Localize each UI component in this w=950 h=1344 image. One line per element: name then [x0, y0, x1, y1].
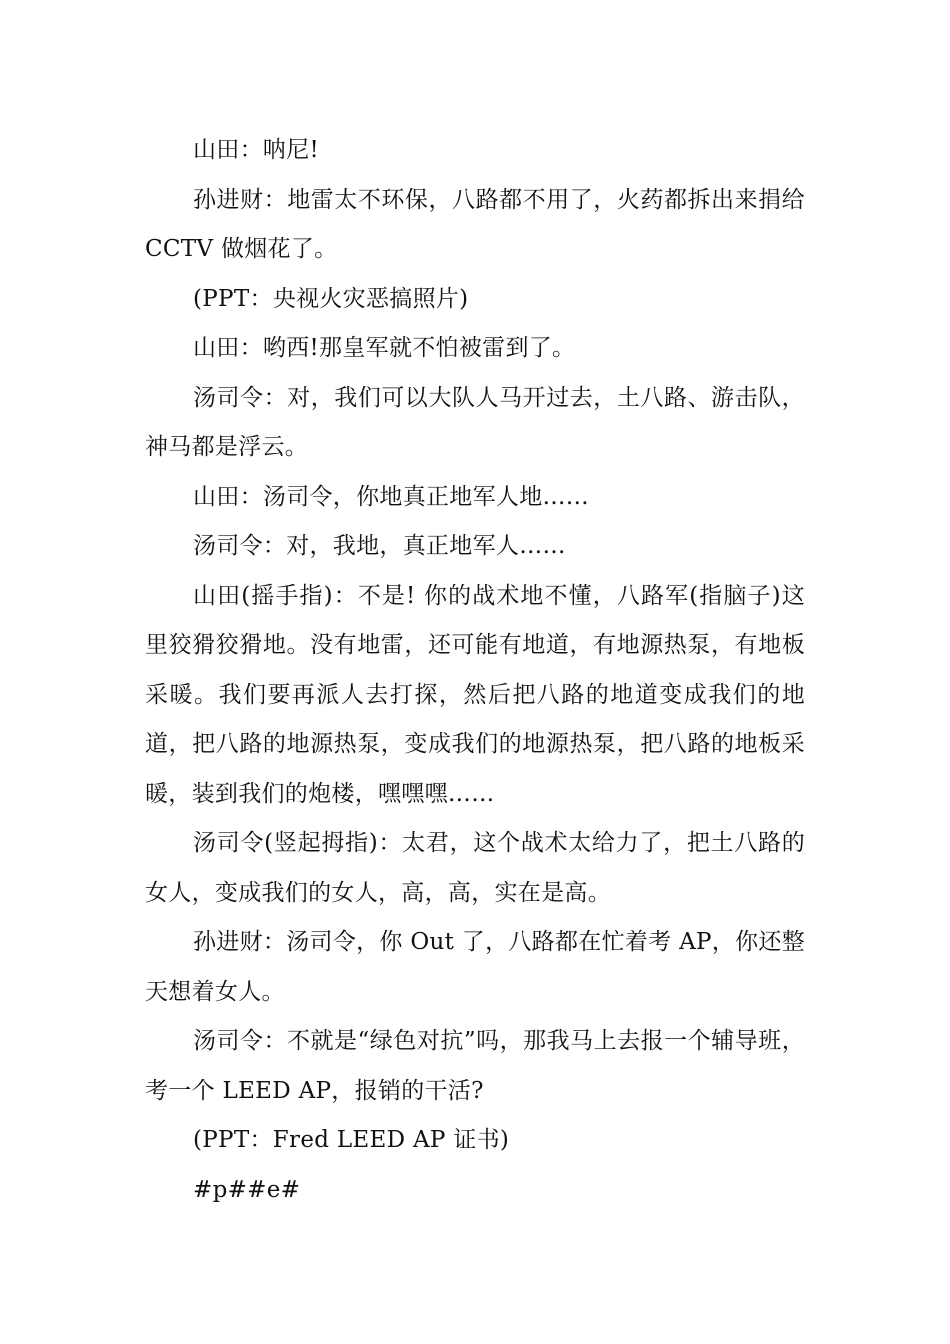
paragraph-9: 汤司令(竖起拇指)：太君，这个战术太给力了，把土八路的女人，变成我们的女人，高，高，实在是高。 — [145, 830, 805, 906]
paragraph-13: #p##e# — [193, 1176, 301, 1203]
paragraph-12: (PPT：Fred LEED AP 证书) — [193, 1127, 510, 1153]
paragraph-5: 汤司令：对，我们可以大队人马开过去，土八路、游击队，神马都是浮云。 — [145, 384, 805, 460]
paragraph-10: 孙进财：汤司令，你 Out 了，八路都在忙着考 AP，你还整天想着女人。 — [145, 929, 805, 1005]
document-body — [145, 126, 805, 1215]
paragraph-11: 汤司令：不就是“绿色对抗”吗，那我马上去报一个辅导班，考一个 LEED AP，报销的干活? — [145, 1028, 805, 1104]
paragraph-2: 孙进财：地雷太不环保，八路都不用了，火药都拆出来捐给 CCTV 做烟花了。 — [145, 186, 805, 262]
paragraph-6: 山田：汤司令，你地真正地军人地…… — [193, 483, 590, 510]
paragraph-1: 山田：呐尼! — [193, 137, 320, 163]
paragraph-3: (PPT：央视火灾恶搞照片) — [193, 285, 469, 312]
paragraph-7: 汤司令：对，我地，真正地军人…… — [193, 533, 566, 559]
paragraph-8: 山田(摇手指)：不是! 你的战术地不懂，八路军(指脑子)这里狡猾狡猾地。没有地雷，还可能有地道，有地源热泵，有地板采暖。我们要再派人去打探，然后把八路的地道变成我们的地道，把八路的地源热泵，变成我们的地源热泵，把八路的地板采暖，装到我们的炮楼，嘿嘿嘿…… — [145, 582, 805, 807]
paragraph-4: 山田：哟西!那皇军就不怕被雷到了。 — [193, 335, 576, 361]
